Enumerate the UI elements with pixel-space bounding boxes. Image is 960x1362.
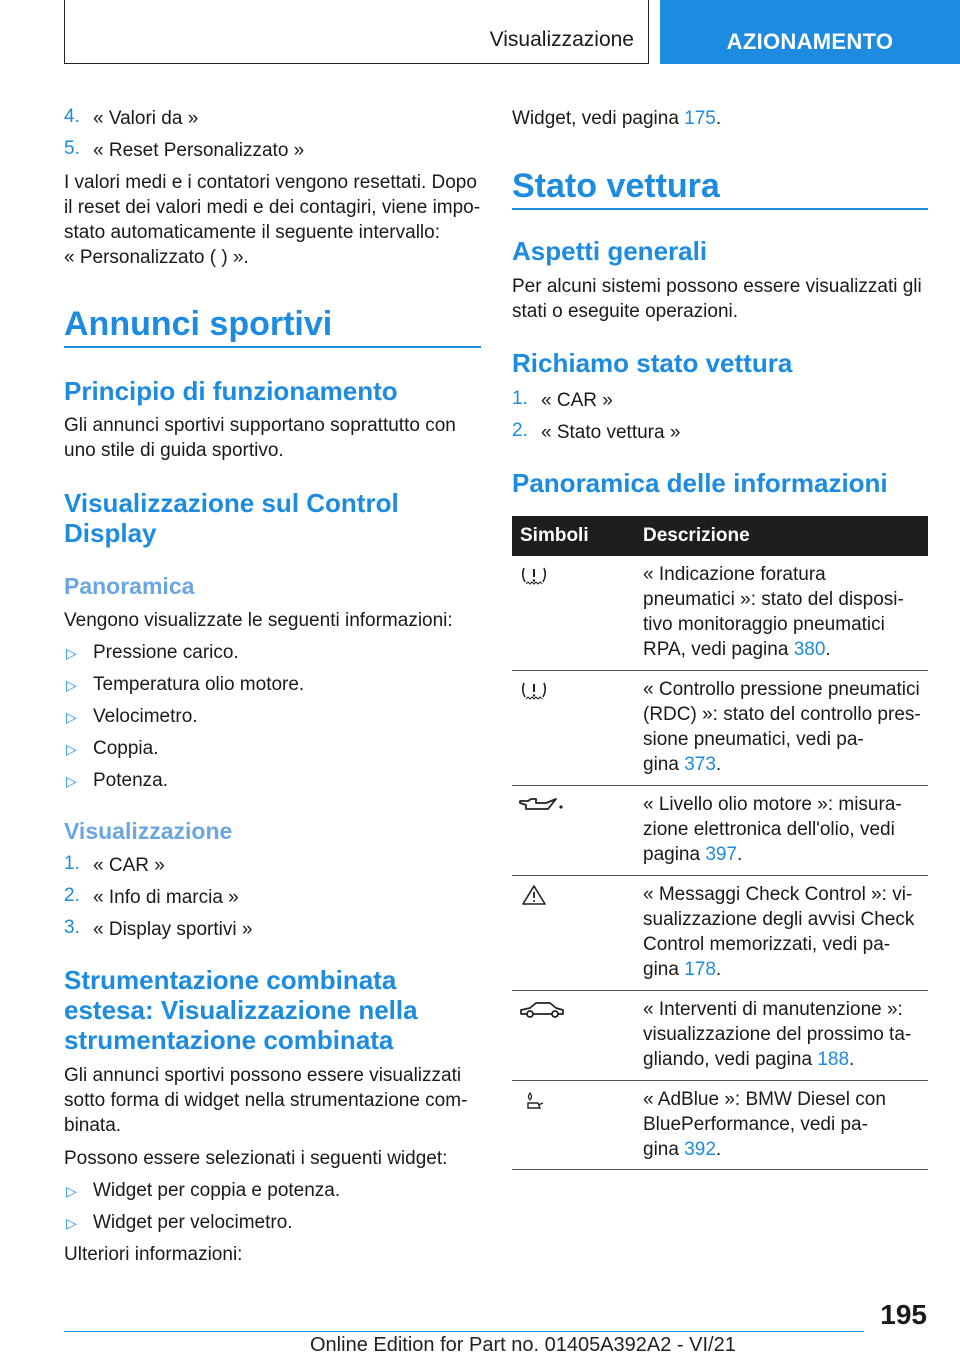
footer-divider [64,1331,864,1332]
list-item: Potenza. [93,770,168,791]
footer-edition: Online Edition for Part no. 01405A392A2 - VI/21 [310,1334,736,1356]
row-description: « Controllo pressione pneumatici (RDC) »: stato del controllo pres- sione pneumatici, vedi pa- gina 373. [643,677,928,777]
list-item: « Reset Personalizzato » [93,140,305,161]
heading-aspetti: Aspetti generali [512,236,708,266]
list-number: 1. [64,853,80,874]
heading-control-display [64,488,399,548]
table-row [512,1081,928,1170]
text-line: pneumatici »: stato del disposi- [643,589,904,610]
text-line: « Interventi di manutenzione »: [643,999,903,1020]
text-line: « AdBlue »: BMW Diesel con [643,1089,886,1110]
text-span: gina [643,1139,685,1160]
row-description: « Indicazione foratura pneumatici »: stato del disposi- tivo monitoraggio pneumatici RPA, vedi pagina 380. [643,562,928,662]
text-line: sotto forma di widget nella strumentazione com- [64,1090,468,1111]
bullet-triangle-icon: ▷ [66,1215,77,1231]
column-header-descrizione: Descrizione [643,525,750,546]
text-line: binata. [64,1115,122,1136]
text-line: « Indicazione foratura [643,564,826,585]
list-number: 1. [512,388,528,409]
bullet-triangle-icon: ▷ [66,741,77,757]
heading-line: estesa: Visualizzazione nella [64,995,418,1025]
list-number: 5. [64,138,80,159]
table-header [512,516,928,556]
section-title-annunci: Annunci sportivi [64,305,481,348]
bullet-triangle-icon: ▷ [66,677,77,693]
list-item: « Stato vettura » [541,422,681,443]
text-line: « Personalizzato ( ) ». [64,247,249,268]
list-number: 3. [64,917,80,938]
list-item: Velocimetro. [93,706,198,727]
text-line: « Livello olio motore »: misura- [643,794,902,815]
tire-pressure-warning-icon [520,679,548,701]
car-service-icon [518,999,566,1021]
warning-triangle-icon [520,884,548,906]
oil-can-icon [518,794,566,816]
heading-panoramica-informazioni: Panoramica delle informazioni [512,468,888,498]
text-span: RPA, vedi pagina [643,639,794,660]
adblue-icon [520,1089,548,1111]
row-description: « AdBlue »: BMW Diesel con BluePerformance, vedi pa- gina 392. [643,1087,928,1162]
table-row [512,876,928,991]
list-item: Widget per coppia e potenza. [93,1180,341,1201]
heading-principio: Principio di funzionamento [64,376,398,406]
text-span: Widget, vedi pagina [512,108,685,129]
list-item: Temperatura olio motore. [93,674,305,695]
aspetti-paragraph [512,274,928,324]
table-row [512,671,928,786]
principio-paragraph [64,413,481,463]
text-line: sione pneumatici, vedi pa- [643,729,864,750]
text-line: zione elettronica dell'olio, vedi [643,819,895,840]
header-section-title: Visualizzazione [489,28,634,51]
page-link[interactable]: 373 [684,754,716,775]
table-row [512,786,928,876]
list-item: Widget per velocimetro. [93,1212,293,1233]
row-description: « Interventi di manutenzione »: visualizzazione del prossimo ta- gliando, vedi pagina 188. [643,997,928,1072]
tire-pressure-warning-icon [520,564,548,586]
list-number: 4. [64,106,80,127]
list-number: 2. [64,885,80,906]
page-link[interactable]: 178 [684,959,716,980]
page-number: 195 [880,1299,927,1330]
text-line: Control memorizzati, vedi pa- [643,934,891,955]
text-line: visualizzazione del prossimo ta- [643,1024,912,1045]
list-item: « Display sportivi » [93,919,253,940]
ulteriori-paragraph: Ulteriori informazioni: [64,1244,243,1265]
text-line: il reset dei valori medi e dei contagiri, viene impo- [64,197,481,218]
text-line: I valori medi e i contatori vengono resettati. Dopo [64,172,477,193]
panoramica-paragraph: Vengono visualizzate le seguenti informazioni: [64,610,453,631]
page-link[interactable]: 392 [684,1139,716,1160]
reset-paragraph [64,170,481,270]
list-item: « Info di marcia » [93,887,239,908]
bullet-triangle-icon: ▷ [66,1183,77,1199]
widget-paragraph: Possono essere selezionati i seguenti widget: [64,1148,448,1169]
heading-panoramica: Panoramica [64,573,195,599]
text-line: Gli annunci sportivi supportano soprattutto con [64,415,456,436]
text-line: sualizzazione degli avvisi Check [643,909,915,930]
text-line: stato automaticamente il seguente intervallo: [64,222,440,243]
bullet-triangle-icon: ▷ [66,709,77,725]
page-link[interactable]: 175 [684,108,716,129]
bullet-triangle-icon: ▷ [66,645,77,661]
section-title-stato-vettura: Stato vettura [512,167,928,210]
row-description: « Messaggi Check Control »: vi- sualizzazione degli avvisi Check Control memorizzati, vedi pa- gina 178. [643,882,928,982]
heading-line: strumentazione combinata [64,1025,394,1055]
table-row [512,556,928,671]
text-line: tivo monitoraggio pneumatici [643,614,885,635]
text-span: gliando, vedi pagina [643,1049,818,1070]
text-line: uno stile di guida sportivo. [64,440,284,461]
header-chapter-label: AZIONAMENTO [726,29,894,54]
strumentazione-paragraph [64,1063,481,1138]
list-item: Coppia. [93,738,159,759]
table-row [512,991,928,1081]
heading-line: Display [64,518,157,548]
header-chapter-tab[interactable] [660,0,960,64]
page-link[interactable]: 380 [793,639,826,660]
text-line: BluePerformance, vedi pa- [643,1114,868,1135]
text-line: Gli annunci sportivi possono essere visualizzati [64,1065,462,1086]
text-span: pagina [643,844,706,865]
list-item: « CAR » [93,855,165,876]
page-link[interactable]: 188 [817,1049,850,1070]
heading-strumentazione [64,965,418,1055]
list-number: 2. [512,420,528,441]
column-header-simboli: Simboli [520,525,589,546]
widget-ref-paragraph: Widget, vedi pagina 175. [512,108,722,129]
heading-line: Visualizzazione sul Control [64,488,399,518]
bullet-triangle-icon: ▷ [66,773,77,789]
page-link[interactable]: 397 [705,844,738,865]
heading-visualizzazione: Visualizzazione [64,818,233,844]
text-span: gina [643,959,685,980]
text-line: stati o eseguite operazioni. [512,301,739,322]
list-item: « CAR » [541,390,613,411]
text-line: Per alcuni sistemi possono essere visualizzati gli [512,276,922,297]
text-span: gina [643,754,685,775]
text-line: « Messaggi Check Control »: vi- [643,884,913,905]
heading-richiamo: Richiamo stato vettura [512,348,793,378]
header-section-box [64,0,649,64]
heading-line: Strumentazione combinata [64,965,397,995]
list-item: « Valori da » [93,108,199,129]
text-line: (RDC) »: stato del controllo pres- [643,704,921,725]
row-description: « Livello olio motore »: misura- zione elettronica dell'olio, vedi pagina 397. [643,792,928,867]
text-line: « Controllo pressione pneumatici [643,679,920,700]
list-item: Pressione carico. [93,642,239,663]
